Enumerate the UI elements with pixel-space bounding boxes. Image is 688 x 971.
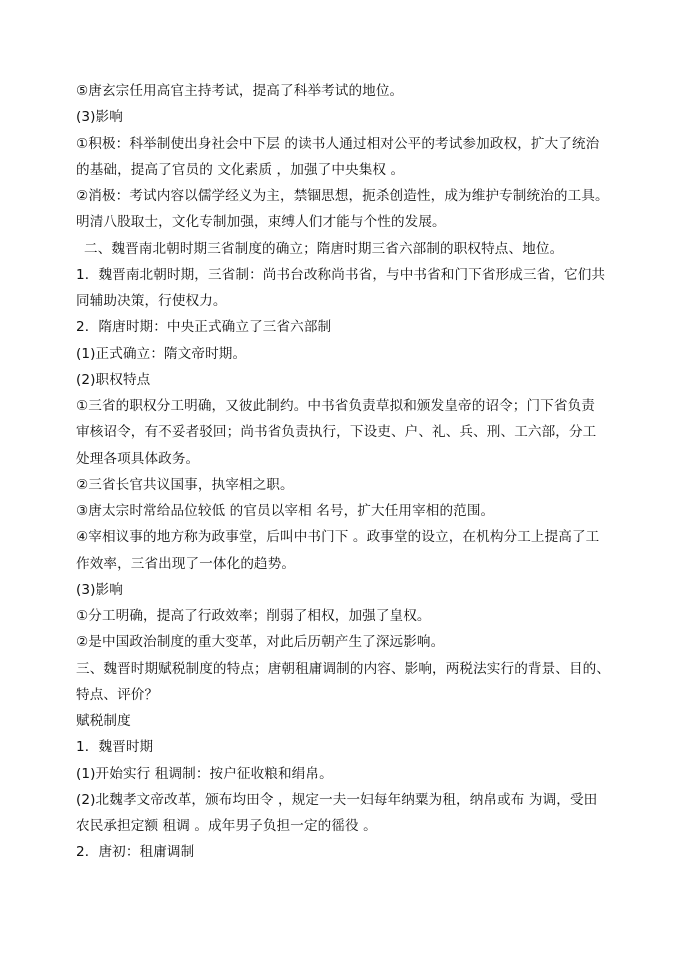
text-line: 农民承担定额 租调 。成年男子负担一定的徭役 。 [76,818,377,834]
text-line: ②三省长官共议国事，执宰相之职。 [76,476,294,493]
section-heading: 二、魏晋南北朝时期三省制度的确立；隋唐时期三省六部制的职权特点、地位。 [84,240,564,257]
text-line: 特点、评价？ [76,686,159,703]
text-line: (3)影响 [76,581,123,598]
text-line: 2．隋唐时期：中央正式确立了三省六部制 [76,319,332,336]
text-line: ①积极：科举制使出身社会中下层 的读书人通过相对公平的考试参加政权，扩大了统治 [76,135,600,152]
text-line: ④宰相议事的地方称为政事堂，后叫中书门下 。政事堂的设立，在机构分工上提高了工 [76,529,600,546]
text-line: 审核诏令，有不妥者驳回；尚书省负责执行，下设吏、户、礼、兵、刑、工六部，分工 [76,424,597,441]
section-heading: 三、魏晋时期赋税制度的特点；唐朝租庸调制的内容、影响，两税法实行的背景、目的、 [76,660,611,677]
text-line: ①分工明确，提高了行政效率；削弱了相权，加强了皇权。 [76,608,431,624]
text-line: 处理各项具体政务。 [76,450,200,467]
text-line: (3)影响 [76,109,123,126]
text-line: (2)北魏孝文帝改革，颁布均田令 ，规定一夫一妇每年纳粟为租，纳帛或布 为调，受田 [76,791,598,808]
document-page [76,78,636,866]
text-line: (2)职权特点 [76,371,151,388]
text-line: ②消极：考试内容以儒学经义为主，禁锢思想，扼杀创造性，成为维护专制统治的工具。 [76,188,609,204]
text-line: 1．魏晋时期 [76,739,154,756]
text-line: 同辅助决策，行使权力。 [76,293,227,309]
text-line: (1)开始实行 租调制：按户征收粮和绢帛。 [76,765,333,782]
text-line: 明清八股取士，文化专制加强，束缚人们才能与个性的发展。 [76,214,446,231]
subsection-heading: 赋税制度 [76,713,131,729]
text-line: ⑤唐玄宗任用高官主持考试，提高了科举考试的地位。 [76,83,404,99]
text-line: ①三省的职权分工明确，又彼此制约。中书省负责草拟和颁发皇帝的诏令；门下省负责 [76,398,595,414]
text-line: 作效率，三省出现了一体化的趋势。 [76,555,296,572]
text-line: 2．唐初：租庸调制 [76,844,195,861]
text-line: (1)正式确立：隋文帝时期。 [76,345,247,362]
text-line: ②是中国政治制度的重大变革，对此后历朝产生了深远影响。 [76,634,445,651]
text-line: ③唐太宗时常给品位较低 的官员以宰相 名号，扩大任用宰相的范围。 [76,503,495,519]
text-line: 1．魏晋南北朝时期，三省制：尚书台改称尚书省，与中书省和门下省形成三省，它们共 [76,266,606,283]
text-line: 的基础，提高了官员的 文化素质 ，加强了中央集权 。 [76,161,405,178]
